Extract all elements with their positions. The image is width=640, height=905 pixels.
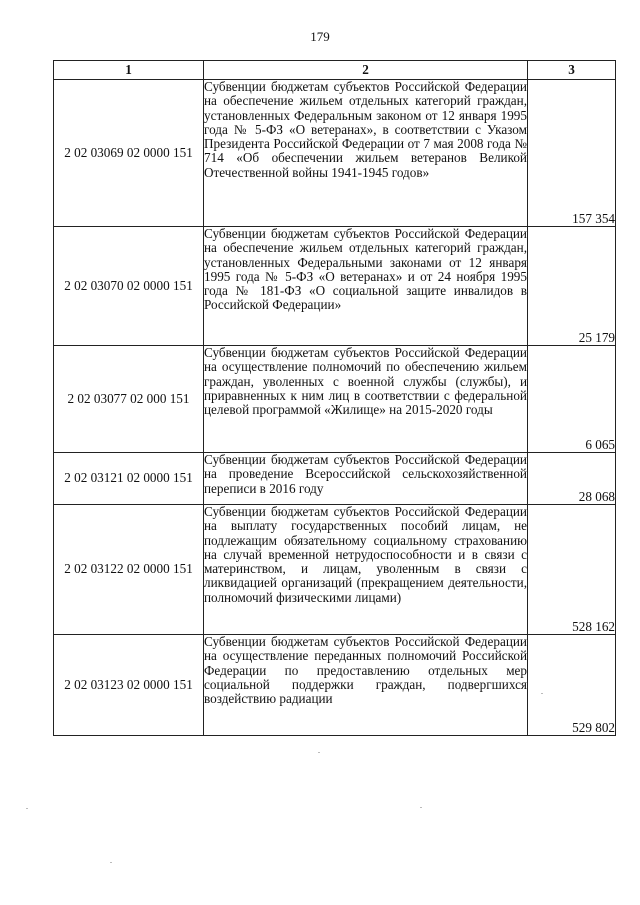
budget-code: 2 02 03123 02 0000 151 (54, 635, 204, 736)
budget-code: 2 02 03122 02 0000 151 (54, 505, 204, 635)
budget-code: 2 02 03069 02 0000 151 (54, 80, 204, 227)
row-amount: 528 162 (528, 505, 616, 635)
table-row (54, 505, 616, 635)
row-amount: 6 065 (528, 346, 616, 453)
scan-artifact (541, 693, 543, 694)
row-description: Субвенции бюджетам субъектов Российской Федерации на осуществление переданных полномочий Российской Федерации по предоставлению отдельных мер социальной поддержки граждан, подвергшихся воздействию радиации (204, 635, 528, 736)
row-description: Субвенции бюджетам субъектов Российской Федерации на осуществление полномочий по обеспечению жильем граждан, уволенных с военной службы (службы), и приравненных к ним лиц в соответствии с федеральной целевой программой «Жилище» на 2015-2020 годы (204, 346, 528, 453)
row-description: Субвенции бюджетам субъектов Российской Федерации на выплату государственных пособий лицам, не подлежащим обязательному социальному страхованию на случай временной нетрудоспособности и в связи с материнством, и лицам, уволенным в связи с ликвидацией организаций (прекращением деятельности, полномочий физическими лицами) (204, 505, 528, 635)
column-header-code: 1 (54, 61, 204, 80)
row-description: Субвенции бюджетам субъектов Российской Федерации на обеспечение жильем отдельных категорий граждан, установленных Федеральными законами от 12 января 1995 года № 5-ФЗ «О ветеранах» и от 24 ноября 1995 года № 181-ФЗ «О социальной защите инвалидов в Российской Федерации» (204, 227, 528, 346)
scan-artifact (318, 752, 320, 753)
table-row (54, 635, 616, 736)
header-row (54, 61, 616, 80)
scan-artifact (420, 807, 422, 808)
row-description: Субвенции бюджетам субъектов Российской Федерации на обеспечение жильем отдельных категорий граждан, установленных Федеральным законом от 12 января 1995 года № 5-ФЗ «О ветеранах», в соответствии с Указом Президента Российской Федерации от 7 мая 2008 года № 714 «Об обеспечении жильем ветеранов Великой Отечественной войны 1941-1945 годов» (204, 80, 528, 227)
table-row (54, 80, 616, 227)
column-header-amount: 3 (528, 61, 616, 80)
table-row (54, 227, 616, 346)
budget-code: 2 02 03077 02 000 151 (54, 346, 204, 453)
budget-code: 2 02 03121 02 0000 151 (54, 453, 204, 505)
row-amount: 25 179 (528, 227, 616, 346)
row-amount: 157 354 (528, 80, 616, 227)
table-row (54, 346, 616, 453)
row-description: Субвенции бюджетам субъектов Российской Федерации на проведение Всероссийской сельскохозяйственной переписи в 2016 году (204, 453, 528, 505)
scan-artifact (110, 862, 112, 863)
page-number: 179 (310, 29, 330, 44)
scan-artifact (26, 808, 28, 809)
budget-table (53, 60, 616, 736)
column-header-description: 2 (204, 61, 528, 80)
row-amount: 529 802 (528, 635, 616, 736)
budget-code: 2 02 03070 02 0000 151 (54, 227, 204, 346)
row-amount: 28 068 (528, 453, 616, 505)
table-row (54, 453, 616, 505)
